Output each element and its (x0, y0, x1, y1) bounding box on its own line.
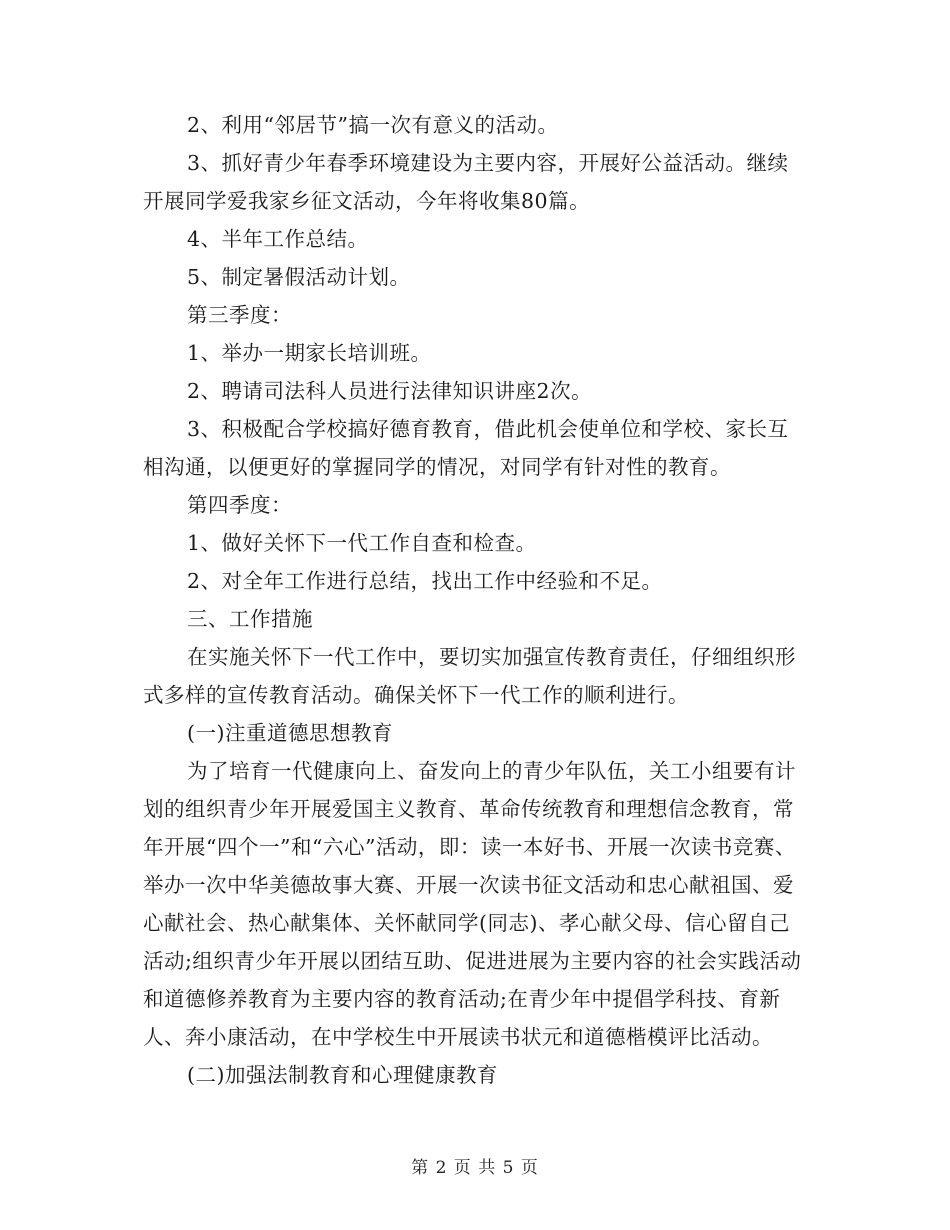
paragraph: 2、对全年工作进行总结，找出工作中经验和不足。 (187, 569, 663, 593)
paragraph: 2、利用“邻居节”搞一次有意义的活动。 (187, 113, 559, 137)
subsection-heading: (一)注重道德思想教育 (187, 721, 393, 745)
paragraph: 1、举办一期家长培训班。 (187, 341, 432, 365)
section-heading: 三、工作措施 (187, 607, 313, 631)
paragraph: 3、积极配合学校搞好德育教育，借此机会使单位和学校、家长互相沟通，以便更好的掌握同学的情况，对同学有针对性的教育。 (143, 417, 789, 479)
paragraph: 3、抓好青少年春季环境建设为主要内容，开展好公益活动。继续开展同学爱我家乡征文活动，今年将收集80篇。 (143, 151, 789, 213)
document-body (143, 106, 808, 1094)
paragraph: 为了培育一代健康向上、奋发向上的青少年队伍，关工小组要有计划的组织青少年开展爱国主义教育、革命传统教育和理想信念教育，常年开展“四个一”和“六心”活动，即：读一本好书、开展一次读书竞赛、举办一次中华美德故事大赛、开展一次读书征文活动和忠心献祖国、爱心献社会、热心献集体、关怀献同学(同志)、孝心献父母、信心留自己活动;组织青少年开展以团结互助、促进进展为主要内容的社会实践活动和道德修养教育为主要内容的教育活动;在青少年中提倡学科技、育新人、奔小康活动，在中学校生中开展读书状元和道德楷模评比活动。 (143, 759, 802, 1049)
paragraph: 1、做好关怀下一代工作自查和检查。 (187, 531, 537, 555)
section-heading: 第三季度： (187, 303, 292, 327)
paragraph: 2、聘请司法科人员进行法律知识讲座2次。 (187, 379, 593, 403)
page-number-footer: 第 2 页 共 5 页 (411, 1158, 539, 1178)
paragraph: 5、制定暑假活动计划。 (187, 265, 411, 289)
paragraph: 在实施关怀下一代工作中，要切实加强宣传教育责任，仔细组织形式多样的宣传教育活动。确保关怀下一代工作的顺利进行。 (143, 645, 796, 707)
subsection-heading: (二)加强法制教育和心理健康教育 (187, 1063, 498, 1087)
paragraph: 4、半年工作总结。 (187, 227, 369, 251)
section-heading: 第四季度： (187, 493, 292, 517)
